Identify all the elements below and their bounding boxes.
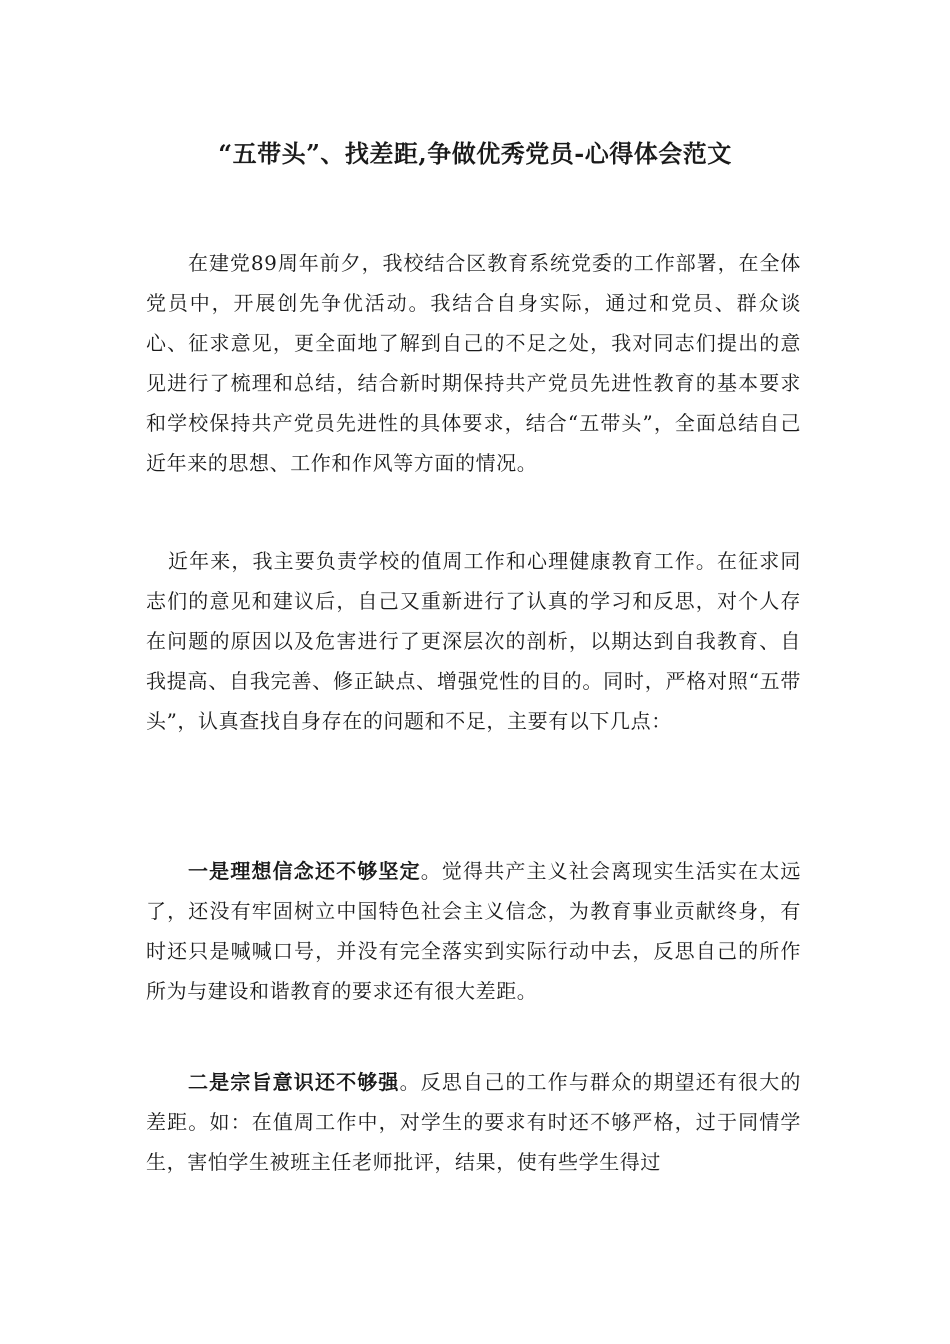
paragraph-2 (146, 541, 801, 741)
paragraph-2-text: 近年来，我主要负责学校的值周工作和心理健康教育工作。在征求同志们的意见和建议后，自己又重新进行了认真的学习和反思，对个人存在问题的原因以及危害进行了更深层次的剖析，以期达到自我教育、自我提高、自我完善、修正缺点、增强党性的目的。同时，严格对照“五带头”，认真查找自身存在的问题和不足，主要有以下几点： (146, 549, 801, 733)
paragraph-4-text: 。反思自己的工作与群众的期望还有很大的差距。如：在值周工作中，对学生的要求有时还不够严格，过于同情学生，害怕学生被班主任老师批评，结果，使有些学生得过 (146, 1070, 802, 1174)
paragraph-1 (146, 243, 801, 483)
paragraph-4 (146, 1062, 801, 1182)
paragraph-3-lead: 一是理想信念还不够坚定 (188, 859, 421, 883)
document-title: “五带头”、找差距,争做优秀党员-心得体会范文 (218, 139, 732, 168)
paragraph-4-lead: 二是宗旨意识还不够强 (188, 1070, 400, 1094)
paragraph-3-text: 。觉得共产主义社会离现实生活实在太远了，还没有牢固树立中国特色社会主义信念，为教育事业贡献终身，有时还只是喊喊口号，并没有完全落实到实际行动中去，反思自己的所作所为与建设和谐教育的要求还有很大差距。 (146, 859, 801, 1003)
paragraph-3 (146, 851, 801, 1011)
paragraph-1-text: 在建党89周年前夕，我校结合区教育系统党委的工作部署，在全体党员中，开展创先争优活动。我结合自身实际，通过和党员、群众谈心、征求意见，更全面地了解到自己的不足之处，我对同志们提出的意见进行了梳理和总结，结合新时期保持共产党员先进性教育的基本要求和学校保持共产党员先进性的具体要求，结合“五带头”，全面总结自己近年来的思想、工作和作风等方面的情况。 (146, 251, 801, 475)
